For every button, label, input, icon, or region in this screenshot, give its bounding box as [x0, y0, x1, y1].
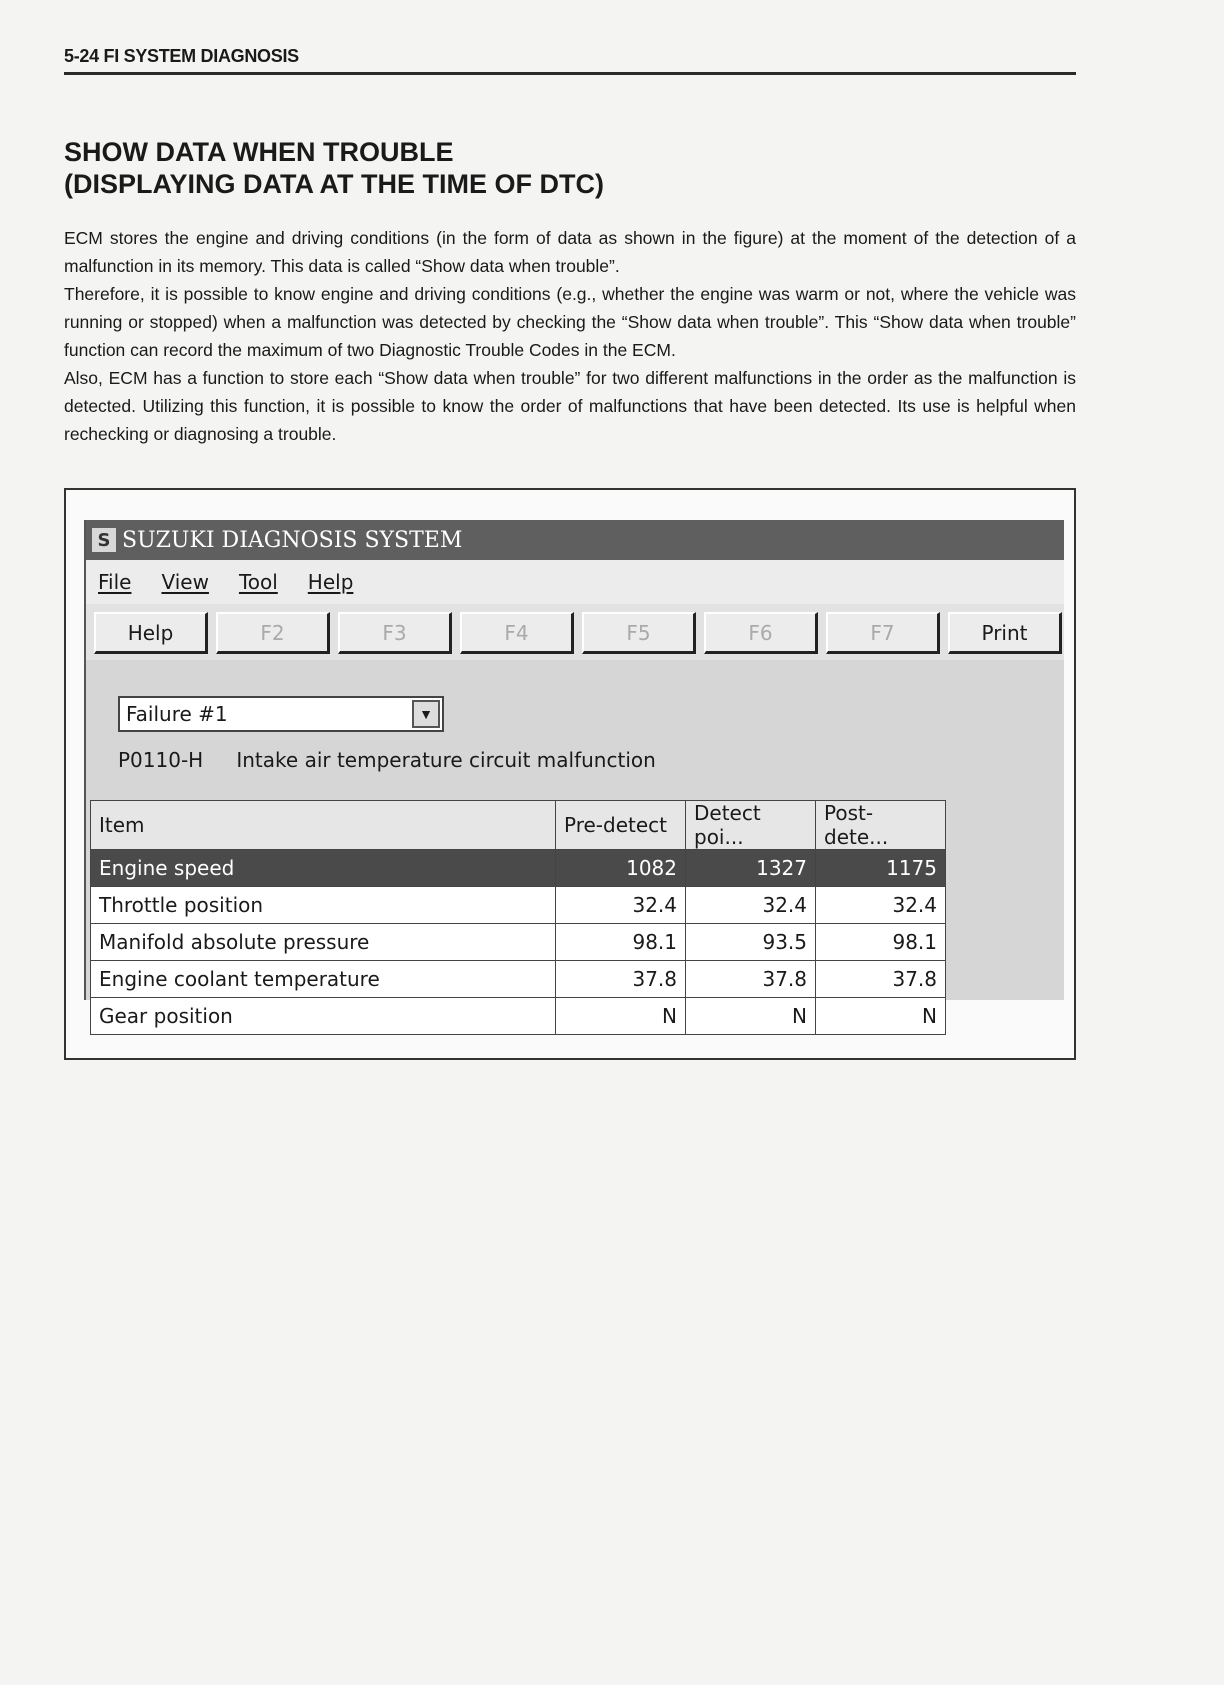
cell-value: 37.8: [686, 961, 816, 998]
content-area: [86, 660, 1064, 1028]
cell-item: Engine coolant temperature: [91, 961, 556, 998]
menu-bar: [86, 560, 1064, 604]
cell-value: 37.8: [816, 961, 946, 998]
paragraph-2: Therefore, it is possible to know engine and driving conditions (e.g., whether the engine was warm or not, where the vehicle was running or stopped) when a malfunction was detected by checking the “Show data when trouble”. This “Show data when trouble” function can record the maximum of two Diagnostic Trouble Codes in the ECM.: [64, 284, 1076, 360]
page-header: 5-24 FI SYSTEM DIAGNOSIS: [64, 46, 299, 66]
cell-value: N: [686, 998, 816, 1035]
dtc-description: Intake air temperature circuit malfunction: [236, 748, 656, 772]
column-header[interactable]: Pre-detect: [556, 801, 686, 850]
table-header: [91, 801, 946, 850]
f2-button[interactable]: F2: [216, 612, 330, 654]
cell-value: 32.4: [556, 887, 686, 924]
section-title-line2: (DISPLAYING DATA AT THE TIME OF DTC): [64, 169, 604, 199]
cell-value: 32.4: [816, 887, 946, 924]
cell-value: 93.5: [686, 924, 816, 961]
sds-window: [84, 520, 1064, 1028]
failure-select-value: Failure #1: [126, 702, 228, 726]
cell-item: Throttle position: [91, 887, 556, 924]
dtc-line: [118, 748, 656, 772]
f3-button[interactable]: F3: [338, 612, 452, 654]
cell-value: 1175: [816, 850, 946, 887]
column-header[interactable]: Detect poi...: [686, 801, 816, 850]
header-rule: [64, 72, 1076, 75]
help-button[interactable]: Help: [94, 612, 208, 654]
table-row[interactable]: [91, 924, 946, 961]
column-header[interactable]: Post-dete...: [816, 801, 946, 850]
chevron-down-icon[interactable]: ▼: [412, 700, 440, 728]
f4-button[interactable]: F4: [460, 612, 574, 654]
cell-item: Gear position: [91, 998, 556, 1035]
menu-tool[interactable]: Tool: [238, 570, 278, 594]
cell-item: Manifold absolute pressure: [91, 924, 556, 961]
window-title: SUZUKI DIAGNOSIS SYSTEM: [122, 527, 463, 553]
toolbar: [94, 612, 1070, 654]
suzuki-logo-icon: S: [92, 528, 116, 552]
f7-button[interactable]: F7: [826, 612, 940, 654]
table-row[interactable]: [91, 850, 946, 887]
menu-file[interactable]: File: [98, 570, 132, 594]
failure-select[interactable]: [118, 696, 444, 732]
menu-help[interactable]: Help: [307, 570, 354, 594]
cell-value: 98.1: [816, 924, 946, 961]
cell-value: N: [556, 998, 686, 1035]
table-row[interactable]: [91, 887, 946, 924]
data-table: [90, 800, 946, 1035]
cell-item: Engine speed: [91, 850, 556, 887]
cell-value: 1327: [686, 850, 816, 887]
table-row[interactable]: [91, 961, 946, 998]
cell-value: 1082: [556, 850, 686, 887]
column-header[interactable]: Item: [91, 801, 556, 850]
cell-value: 32.4: [686, 887, 816, 924]
menu-view[interactable]: View: [161, 570, 209, 594]
dtc-code: P0110-H: [118, 748, 204, 772]
title-bar: [86, 520, 1064, 560]
paragraph-1: ECM stores the engine and driving conditions (in the form of data as shown in the figure) at the moment of the detection of a malfunction in its memory. This data is called “Show data when trouble”.: [64, 228, 1076, 276]
f6-button[interactable]: F6: [704, 612, 818, 654]
f5-button[interactable]: F5: [582, 612, 696, 654]
table-row[interactable]: [91, 998, 946, 1035]
cell-value: 37.8: [556, 961, 686, 998]
intro-text: [64, 224, 1076, 448]
cell-value: 98.1: [556, 924, 686, 961]
paragraph-3: Also, ECM has a function to store each “Show data when trouble” for two different malfunctions in the order as the malfunction is detected. Utilizing this function, it is possible to know the order of malfunctions that have been detected. Its use is helpful when rechecking or diagnosing a trouble.: [64, 368, 1076, 444]
screenshot-figure: [64, 488, 1076, 1060]
section-title-line1: SHOW DATA WHEN TROUBLE: [64, 137, 454, 167]
section-title: [64, 136, 604, 200]
cell-value: N: [816, 998, 946, 1035]
print-button[interactable]: Print: [948, 612, 1062, 654]
